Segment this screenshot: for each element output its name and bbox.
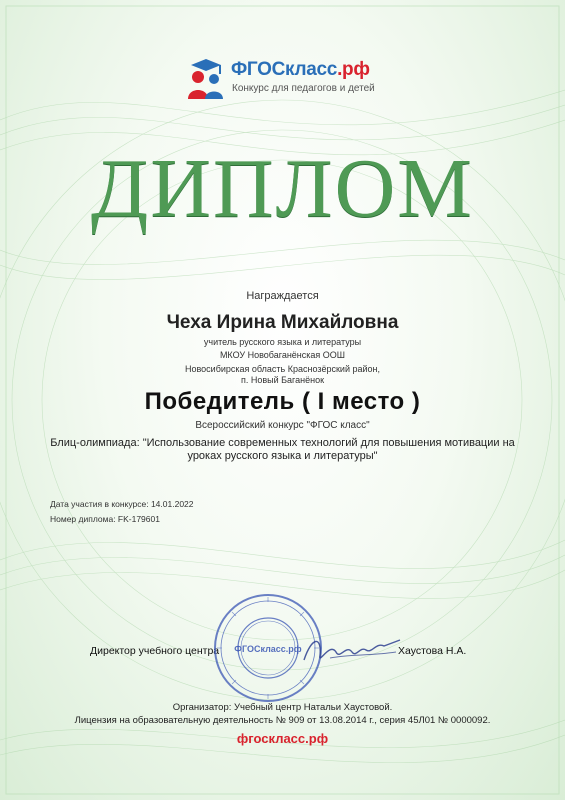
- director-label: Директор учебного центра: [90, 645, 220, 657]
- recipient-school: МКОУ Новобаганёнская ООШ: [219, 350, 346, 360]
- olympiad-title: Блиц-олимпиада: "Использование современных технологий для повышения мотивации на уроках русского языка и литературы": [50, 437, 515, 462]
- diploma-number: Номер диплома: FK-179601: [50, 514, 160, 524]
- awarded-label: Награждается: [246, 290, 319, 302]
- director-name: Хаустова Н.А.: [398, 645, 467, 657]
- website-link[interactable]: фгоскласс.рф: [236, 731, 329, 746]
- participation-date: Дата участия в конкурсе: 14.01.2022: [50, 499, 194, 509]
- contest-name: Всероссийский конкурс "ФГОС класс": [195, 420, 370, 431]
- director-signature: [300, 630, 410, 670]
- recipient-region: Новосибирская область Краснозёрский район,: [184, 364, 381, 374]
- recipient-position: учитель русского языка и литературы: [203, 337, 362, 347]
- organizer-line: Организатор: Учебный центр Натальи Хаустовой.: [172, 702, 393, 713]
- brand-logo: [185, 55, 385, 105]
- recipient-name: Чеха Ирина Михайловна: [166, 312, 399, 333]
- award-place: Победитель ( I место ): [144, 388, 421, 415]
- logo-title: ФГОСкласс.рф: [231, 59, 370, 80]
- stamp-logo-text: ФГОСкласс.рф: [234, 644, 302, 654]
- logo-figures-icon: [185, 55, 227, 101]
- diploma-heading: ДИПЛОМ: [91, 142, 474, 235]
- license-line: Лицензия на образовательную деятельность № 909 от 13.08.2014 г., серия 45Л01 № 0000092.: [74, 715, 491, 726]
- logo-subtitle: Конкурс для педагогов и детей: [232, 83, 375, 94]
- recipient-settlement: п. Новый Баганёнок: [240, 375, 325, 385]
